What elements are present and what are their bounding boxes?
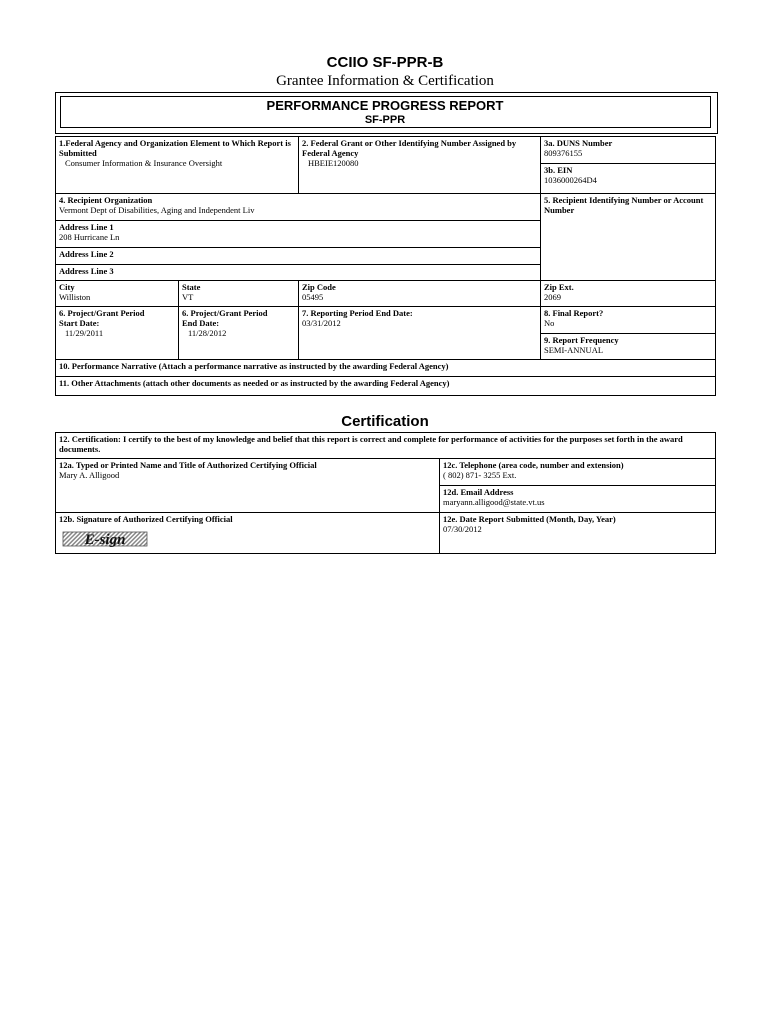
field-10-performance-narrative[interactable] — [55, 359, 716, 377]
certification-title: Certification — [341, 413, 429, 430]
field-3a-label: 3a. DUNS Number — [544, 138, 613, 148]
field-1-value: Consumer Information & Insurance Oversight — [65, 158, 223, 168]
field-12-certification-statement — [55, 432, 716, 459]
field-address-line-1[interactable] — [55, 220, 541, 248]
field-6a-sublabel: Start Date: — [59, 318, 100, 328]
address-line-1-value: 208 Hurricane Ln — [59, 232, 120, 242]
address-line-2-label: Address Line 2 — [59, 249, 114, 259]
zip-ext-value: 2069 — [544, 292, 561, 302]
field-2-grant-number[interactable] — [298, 136, 541, 194]
field-3b-ein[interactable] — [540, 163, 716, 194]
field-6b-label: 6. Project/Grant Period — [182, 308, 268, 318]
field-city[interactable] — [55, 280, 179, 307]
report-title: PERFORMANCE PROGRESS REPORT — [266, 98, 504, 113]
field-12d-value: maryann.alligood@state.vt.us — [443, 497, 545, 507]
field-4-value: Vermont Dept of Disabilities, Aging and Independent Liv — [59, 205, 255, 215]
field-6a-value: 11/29/2011 — [65, 328, 104, 338]
field-10-label: 10. Performance Narrative (Attach a performance narrative as instructed by the awarding Federal Agency) — [59, 361, 449, 371]
field-12c-telephone[interactable] — [439, 458, 716, 486]
city-value: Williston — [59, 292, 91, 302]
city-label: City — [59, 282, 75, 292]
field-6a-label: 6. Project/Grant Period — [59, 308, 145, 318]
field-12c-value: ( 802) 871- 3255 Ext. — [443, 470, 517, 480]
zip-ext-label: Zip Ext. — [544, 282, 574, 292]
field-6b-sublabel: End Date: — [182, 318, 220, 328]
field-5-recipient-id[interactable] — [540, 193, 716, 281]
field-state[interactable] — [178, 280, 299, 307]
field-9-label: 9. Report Frequency — [544, 335, 619, 345]
form-code: CCIIO SF-PPR-B — [326, 54, 444, 71]
field-7-reporting-period[interactable] — [298, 306, 541, 360]
state-label: State — [182, 282, 201, 292]
field-7-label: 7. Reporting Period End Date: — [302, 308, 413, 318]
address-line-3-label: Address Line 3 — [59, 266, 114, 276]
zip-code-label: Zip Code — [302, 282, 336, 292]
esign-logo-icon — [62, 529, 148, 549]
field-2-value: HBEIE120080 — [308, 158, 359, 168]
field-1-agency[interactable] — [55, 136, 299, 194]
field-zip-ext[interactable] — [540, 280, 716, 307]
field-1-label: 1.Federal Agency and Organization Element to Which Report is Submitted — [59, 138, 291, 158]
address-line-1-label: Address Line 1 — [59, 222, 114, 232]
field-3a-duns[interactable] — [540, 136, 716, 164]
form-subtitle: Grantee Information & Certification — [276, 73, 494, 89]
field-9-report-frequency[interactable] — [540, 333, 716, 360]
field-12a-label: 12a. Typed or Printed Name and Title of Authorized Certifying Official — [59, 460, 317, 470]
field-8-value: No — [544, 318, 555, 328]
field-2-label: 2. Federal Grant or Other Identifying Number Assigned by Federal Agency — [302, 138, 517, 158]
field-address-line-3[interactable] — [55, 264, 541, 281]
field-12-label: 12. Certification: I certify to the best of my knowledge and belief that this report is correct and complete for performance of activities for the purposes set forth in the award documents. — [59, 434, 683, 454]
field-3b-label: 3b. EIN — [544, 165, 573, 175]
field-5-label: 5. Recipient Identifying Number or Account Number — [544, 195, 704, 215]
field-12e-date-submitted[interactable] — [439, 512, 716, 554]
field-zip-code[interactable] — [298, 280, 541, 307]
field-12a-official-name[interactable] — [55, 458, 440, 513]
svg-text:E-sign: E-sign — [84, 532, 126, 548]
field-12d-label: 12d. Email Address — [443, 487, 514, 497]
field-11-label: 11. Other Attachments (attach other documents as needed or as instructed by the awarding Federal Agency) — [59, 378, 450, 388]
field-9-value: SEMI-ANNUAL — [544, 345, 604, 355]
field-4-recipient-org[interactable] — [55, 193, 541, 221]
field-11-other-attachments[interactable] — [55, 376, 716, 396]
field-12d-email[interactable] — [439, 485, 716, 513]
state-value: VT — [182, 292, 194, 302]
field-3b-value: 1036000264D4 — [544, 175, 597, 185]
field-12c-label: 12c. Telephone (area code, number and extension) — [443, 460, 624, 470]
field-7-value: 03/31/2012 — [302, 318, 341, 328]
field-8-final-report[interactable] — [540, 306, 716, 334]
field-12e-label: 12e. Date Report Submitted (Month, Day, Year) — [443, 514, 616, 524]
field-6-end-date[interactable] — [178, 306, 299, 360]
field-12a-value: Mary A. Alligood — [59, 470, 120, 480]
field-address-line-2[interactable] — [55, 247, 541, 265]
field-12e-value: 07/30/2012 — [443, 524, 482, 534]
field-6b-value: 11/28/2012 — [188, 328, 227, 338]
field-12b-label: 12b. Signature of Authorized Certifying Official — [59, 514, 233, 524]
report-code: SF-PPR — [364, 114, 406, 126]
field-4-label: 4. Recipient Organization — [59, 195, 153, 205]
zip-code-value: 05495 — [302, 292, 324, 302]
field-3a-value: 809376155 — [544, 148, 583, 158]
field-8-label: 8. Final Report? — [544, 308, 604, 318]
field-6-start-date[interactable] — [55, 306, 179, 360]
